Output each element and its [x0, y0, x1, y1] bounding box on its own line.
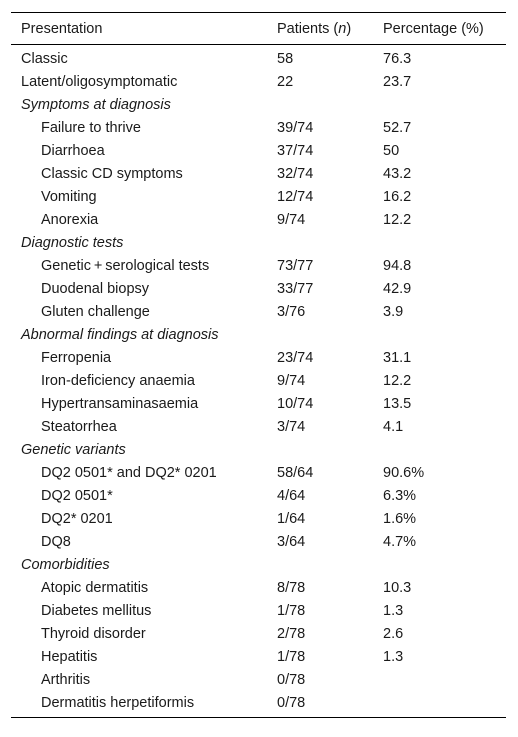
row-patients: 9/74 [277, 372, 306, 389]
header-patients-n: n [338, 20, 347, 37]
header-presentation: Presentation [11, 13, 269, 45]
row-percentage [375, 668, 506, 691]
row-percentage: 3.9 [383, 303, 404, 320]
row-label: DQ8 [41, 533, 71, 550]
section-title: Comorbidities [21, 556, 110, 573]
presentation-table [11, 12, 506, 718]
row-percentage: 90.6% [383, 464, 425, 481]
section-title: Symptoms at diagnosis [21, 96, 171, 113]
row-patients: 1/78 [277, 602, 306, 619]
table-row [11, 300, 506, 323]
row-label: Classic [21, 50, 68, 67]
row-percentage: 4.1 [383, 418, 404, 435]
row-label: Dermatitis herpetiformis [11, 691, 269, 718]
row-label: Vomiting [41, 188, 97, 205]
table-row [11, 599, 506, 622]
row-percentage: 76.3 [383, 50, 412, 67]
row-patients: 0/78 [269, 691, 375, 718]
row-percentage: 1.6% [383, 510, 417, 527]
section-title: Genetic variants [21, 441, 126, 458]
row-percentage: 6.3% [383, 487, 417, 504]
table-row [11, 346, 506, 369]
table-row [11, 162, 506, 185]
row-patients: 9/74 [277, 211, 306, 228]
header-patients-prefix: Patients ( [277, 20, 339, 37]
row-patients: 1/78 [277, 648, 306, 665]
row-percentage: 16.2 [383, 188, 412, 205]
table-row [11, 369, 506, 392]
table-row [11, 507, 506, 530]
row-percentage: 2.6 [383, 625, 404, 642]
row-percentage: 43.2 [383, 165, 412, 182]
table-row [11, 645, 506, 668]
row-percentage: 1.3 [383, 602, 404, 619]
table-row [11, 461, 506, 484]
row-patients: 0/78 [277, 671, 306, 688]
row-percentage [375, 691, 506, 718]
row-percentage: 1.3 [383, 648, 404, 665]
section-header-row [11, 231, 506, 254]
row-percentage: 10.3 [383, 579, 412, 596]
row-patients: 4/64 [277, 487, 306, 504]
row-percentage: 50 [383, 142, 400, 159]
table-row [11, 277, 506, 300]
table-row [11, 254, 506, 277]
table-row [11, 208, 506, 231]
table-row [11, 185, 506, 208]
section-header-row [11, 553, 506, 576]
row-percentage: 94.8 [383, 257, 412, 274]
table-row [11, 622, 506, 645]
row-percentage: 52.7 [383, 119, 412, 136]
table-row [11, 116, 506, 139]
table-row [11, 530, 506, 553]
row-label: Anorexia [41, 211, 99, 228]
row-label: Atopic dermatitis [41, 579, 149, 596]
row-percentage: 12.2 [383, 372, 412, 389]
row-label: Steatorrhea [41, 418, 117, 435]
row-percentage: 12.2 [383, 211, 412, 228]
table-row [11, 392, 506, 415]
row-percentage: 23.7 [383, 73, 412, 90]
row-label: Gluten challenge [41, 303, 150, 320]
row-label: Diabetes mellitus [41, 602, 152, 619]
row-patients: 3/76 [277, 303, 306, 320]
row-label: Diarrhoea [41, 142, 105, 159]
table-body [11, 45, 506, 718]
row-label: Hepatitis [41, 648, 98, 665]
table-row [11, 415, 506, 438]
row-label: Duodenal biopsy [41, 280, 150, 297]
row-label: Classic CD symptoms [41, 165, 183, 182]
section-header-row [11, 323, 506, 346]
row-percentage: 42.9 [383, 280, 412, 297]
row-patients: 58/64 [277, 464, 314, 481]
data-table-container [11, 12, 506, 718]
row-label: Ferropenia [41, 349, 112, 366]
row-patients: 39/74 [277, 119, 314, 136]
row-label: Genetic + serological tests [41, 257, 210, 274]
row-patients: 1/64 [277, 510, 306, 527]
section-title: Diagnostic tests [21, 234, 124, 251]
row-label: DQ2* 0201 [41, 510, 113, 527]
section-header-row [11, 438, 506, 461]
row-patients: 10/74 [277, 395, 314, 412]
row-patients: 2/78 [277, 625, 306, 642]
row-percentage: 4.7% [383, 533, 417, 550]
row-label: DQ2 0501* and DQ2* 0201 [41, 464, 217, 481]
row-patients: 37/74 [277, 142, 314, 159]
row-patients: 12/74 [277, 188, 314, 205]
row-patients: 73/77 [277, 257, 314, 274]
table-row [11, 691, 506, 718]
row-label: Hypertransaminasaemia [41, 395, 199, 412]
row-patients: 58 [277, 50, 294, 67]
row-patients: 3/64 [277, 533, 306, 550]
row-label: DQ2 0501* [41, 487, 113, 504]
row-patients: 8/78 [277, 579, 306, 596]
header-row [11, 13, 506, 45]
section-header-row [11, 93, 506, 116]
row-percentage: 31.1 [383, 349, 412, 366]
row-patients: 3/74 [277, 418, 306, 435]
section-title: Abnormal findings at diagnosis [21, 326, 219, 343]
row-label: Latent/oligosymptomatic [21, 73, 178, 90]
row-label: Iron-deficiency anaemia [41, 372, 195, 389]
row-patients: 23/74 [277, 349, 314, 366]
row-patients: 32/74 [277, 165, 314, 182]
table-header [11, 13, 506, 45]
row-label: Arthritis [41, 671, 91, 688]
row-patients: 22 [277, 73, 294, 90]
row-label: Failure to thrive [41, 119, 141, 136]
table-row [11, 668, 506, 691]
table-row [11, 139, 506, 162]
table-row [11, 45, 506, 71]
table-row [11, 576, 506, 599]
row-patients: 33/77 [277, 280, 314, 297]
header-patients [269, 13, 375, 45]
table-row [11, 484, 506, 507]
header-patients-suffix: ) [346, 20, 352, 37]
row-label: Thyroid disorder [41, 625, 146, 642]
table-row [11, 70, 506, 93]
header-percentage: Percentage (%) [375, 13, 506, 45]
row-percentage: 13.5 [383, 395, 412, 412]
